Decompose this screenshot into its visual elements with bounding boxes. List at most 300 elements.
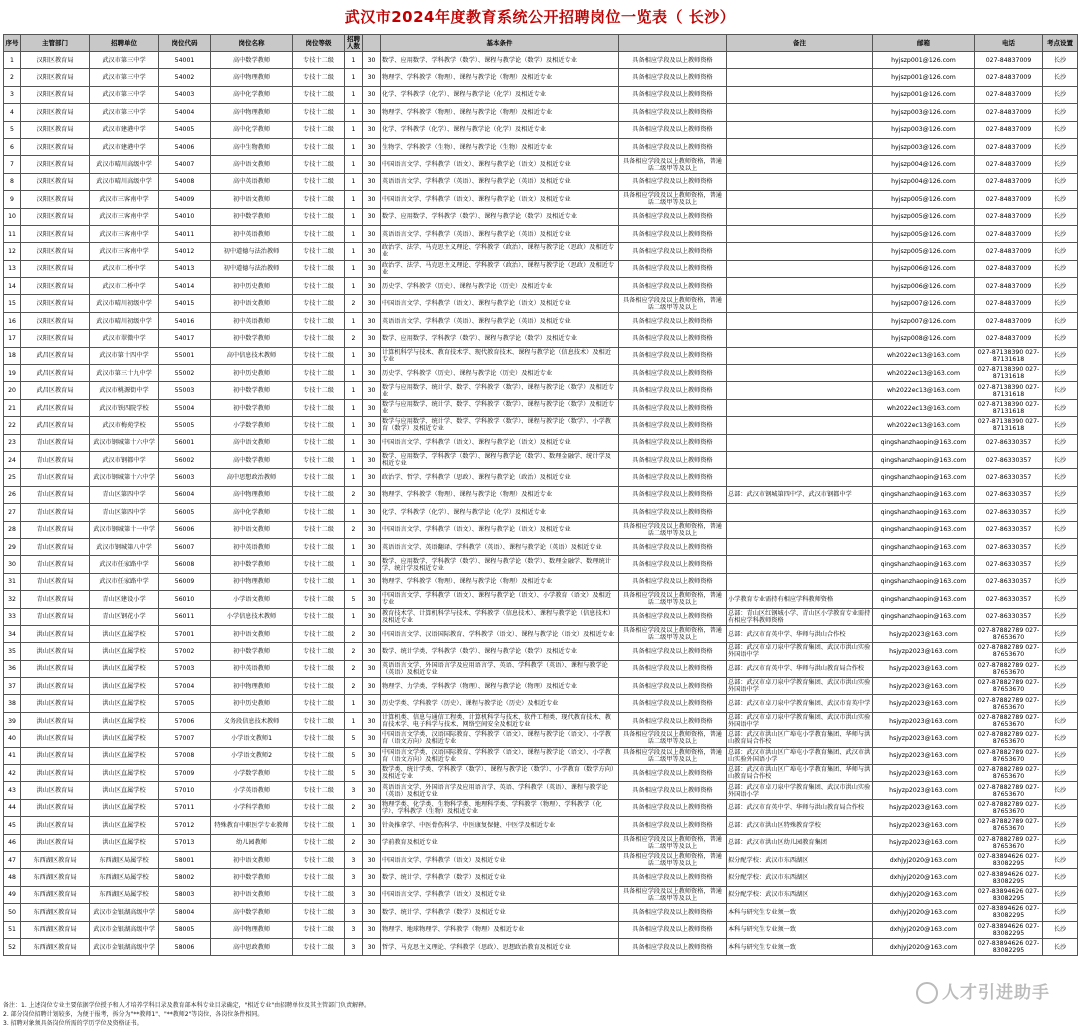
- col-header: 备注: [727, 35, 873, 52]
- cell-email: wh2022ec13@163.com: [873, 365, 975, 382]
- cell-age: 30: [363, 834, 381, 851]
- cell-site: 长沙: [1043, 243, 1078, 260]
- cell-site: 长沙: [1043, 295, 1078, 312]
- cell-seq: 15: [4, 295, 21, 312]
- cell-site: 长沙: [1043, 765, 1078, 782]
- cell-age: 30: [363, 86, 381, 103]
- cell-age: 30: [363, 434, 381, 451]
- table-row: [4, 869, 1078, 886]
- cell-unit: 武汉市桃源街中学: [90, 382, 159, 399]
- cell-level: 专技十二级: [293, 678, 345, 695]
- cell-level: 专技十二级: [293, 347, 345, 364]
- cell-age: 30: [363, 643, 381, 660]
- table-row: [4, 521, 1078, 538]
- cell-post: 初中语文教师: [211, 295, 293, 312]
- cell-level: 专技十二级: [293, 243, 345, 260]
- cell-code: 54008: [159, 173, 211, 190]
- cell-age: 30: [363, 712, 381, 729]
- col-header: 邮箱: [873, 35, 975, 52]
- cell-age: 30: [363, 365, 381, 382]
- table-row: [4, 191, 1078, 208]
- cell-site: 长沙: [1043, 399, 1078, 416]
- cell-note: 小学教育专业需持有相应学科教师资格: [727, 591, 873, 608]
- cell-dept: 汉阳区教育局: [21, 295, 90, 312]
- table-row: [4, 643, 1078, 660]
- cell-post: 初中数学教师: [211, 382, 293, 399]
- table-row: [4, 330, 1078, 347]
- cell-age: 30: [363, 330, 381, 347]
- cell-note: [727, 451, 873, 468]
- col-header: 招聘人数: [345, 35, 363, 52]
- cell-unit: 洪山区直属学校: [90, 730, 159, 747]
- cell-note: 总部：武汉市育英中学、华师与洪山教育局合作校: [727, 660, 873, 677]
- cell-cert: 具备相应学段及以上教师资格: [619, 782, 727, 799]
- cell-site: 长沙: [1043, 591, 1078, 608]
- cell-email: qingshanzhaopin@163.com: [873, 556, 975, 573]
- cell-site: 长沙: [1043, 382, 1078, 399]
- cell-num: 1: [345, 434, 363, 451]
- watermark: [916, 978, 1050, 1004]
- cell-age: 30: [363, 260, 381, 277]
- cell-site: 长沙: [1043, 208, 1078, 225]
- cell-code: 54002: [159, 69, 211, 86]
- cell-seq: 27: [4, 504, 21, 521]
- footer-note: 备注：1. 上述岗位专业主要依据学位授予和人才培养学科目录及教育部本科专业目录确定，"相近专业"由招聘单位及其主管部门负责解释。: [3, 1002, 371, 1009]
- table-row: [4, 730, 1078, 747]
- cell-age: 30: [363, 417, 381, 434]
- cell-code: 57008: [159, 747, 211, 764]
- cell-phone: 027-83894626 027-83082295: [975, 938, 1043, 955]
- cell-level: 专技十二级: [293, 173, 345, 190]
- cell-level: 专技十二级: [293, 712, 345, 729]
- table-row: [4, 573, 1078, 590]
- cell-num: 1: [345, 312, 363, 329]
- table-row: [4, 225, 1078, 242]
- cell-post: 高中生物教师: [211, 138, 293, 155]
- cell-site: 长沙: [1043, 695, 1078, 712]
- cell-code: 58004: [159, 904, 211, 921]
- cell-cert: 具备相应学段及以上教师资格: [619, 138, 727, 155]
- cell-phone: 027-86330357: [975, 608, 1043, 625]
- cell-email: hyjszp007@126.com: [873, 295, 975, 312]
- cell-phone: 027-84837009: [975, 312, 1043, 329]
- cell-age: 30: [363, 695, 381, 712]
- cell-post: 初中物理教师: [211, 573, 293, 590]
- cell-basic: 英语语言文学、外国语言学及应用语言学、英语、学科教学（英语）、课程与教学论（英语）及相近专业: [381, 660, 619, 677]
- cell-num: 2: [345, 660, 363, 677]
- cell-cert: 具备相应学段及以上教师资格: [619, 104, 727, 121]
- cell-cert: 具备相应学段及以上教师资格，普通话二级甲等及以上: [619, 834, 727, 851]
- cell-email: hyjszp005@126.com: [873, 225, 975, 242]
- wechat-icon: [916, 982, 938, 1004]
- cell-code: 54010: [159, 208, 211, 225]
- cell-cert: 具备相应学段及以上教师资格: [619, 417, 727, 434]
- cell-num: 1: [345, 52, 363, 69]
- cell-unit: 武汉市钢都中学: [90, 451, 159, 468]
- col-header: 岗位等级: [293, 35, 345, 52]
- cell-basic: 针灸推拿学、中医骨伤科学、中医康复保健、中医学及相近专业: [381, 817, 619, 834]
- cell-email: wh2022ec13@163.com: [873, 347, 975, 364]
- table-row: [4, 469, 1078, 486]
- cell-phone: 027-84837009: [975, 69, 1043, 86]
- cell-phone: 027-84837009: [975, 243, 1043, 260]
- cell-code: 57006: [159, 712, 211, 729]
- cell-dept: 洪山区教育局: [21, 730, 90, 747]
- cell-age: 30: [363, 851, 381, 868]
- cell-email: hsjyzp2023@163.com: [873, 695, 975, 712]
- cell-note: 总部：武汉市育英中学、华师与洪山合作校: [727, 625, 873, 642]
- cell-num: 1: [345, 191, 363, 208]
- cell-unit: 洪山区直属学校: [90, 747, 159, 764]
- cell-email: qingshanzhaopin@163.com: [873, 538, 975, 555]
- cell-unit: 武汉市二桥中学: [90, 278, 159, 295]
- cell-cert: 具备相应学段及以上教师资格: [619, 243, 727, 260]
- cell-seq: 33: [4, 608, 21, 625]
- cell-seq: 36: [4, 660, 21, 677]
- cell-phone: 027-86330357: [975, 504, 1043, 521]
- cell-dept: 汉阳区教育局: [21, 243, 90, 260]
- cell-level: 专技十二级: [293, 747, 345, 764]
- table-body: [4, 52, 1078, 956]
- cell-note: 本科与研究生专业须一致: [727, 904, 873, 921]
- cell-age: 30: [363, 625, 381, 642]
- cell-unit: 青山区建设小学: [90, 591, 159, 608]
- cell-dept: 青山区教育局: [21, 486, 90, 503]
- cell-num: 1: [345, 104, 363, 121]
- cell-basic: 数学、应用数学、学科教学（数学）、课程与教学论（数学）及相近专业: [381, 208, 619, 225]
- cell-basic: 生物学、学科教学（生物）、课程与教学论（生物）及相近专业: [381, 138, 619, 155]
- cell-post: 小学科学教师: [211, 799, 293, 816]
- table-row: [4, 921, 1078, 938]
- cell-dept: 洪山区教育局: [21, 660, 90, 677]
- cell-code: 57010: [159, 782, 211, 799]
- cell-dept: 洪山区教育局: [21, 695, 90, 712]
- cell-num: 1: [345, 173, 363, 190]
- cell-code: 54004: [159, 104, 211, 121]
- cell-seq: 47: [4, 851, 21, 868]
- cell-dept: 汉阳区教育局: [21, 260, 90, 277]
- cell-cert: 具备相应学段及以上教师资格: [619, 382, 727, 399]
- cell-email: dxhjyj2020@163.com: [873, 886, 975, 903]
- cell-phone: 027-87882789 027-87653670: [975, 730, 1043, 747]
- cell-age: 30: [363, 921, 381, 938]
- watermark-text: 人才引进助手: [942, 983, 1050, 1003]
- cell-post: 初中数学教师: [211, 208, 293, 225]
- cell-basic: 数学、统计学类、学科教学（数学）、课程与教学论（数学）及相近专业: [381, 643, 619, 660]
- cell-basic: 中国语言文学、汉语国际教育、学科教学（语文）、课程与教学论（语文）及相近专业: [381, 625, 619, 642]
- cell-seq: 16: [4, 312, 21, 329]
- cell-unit: 洪山区直属学校: [90, 660, 159, 677]
- cell-post: 义务段信息技术教师: [211, 712, 293, 729]
- cell-cert: 具备相应学段及以上教师资格: [619, 573, 727, 590]
- cell-seq: 1: [4, 52, 21, 69]
- cell-code: 56007: [159, 538, 211, 555]
- cell-code: 54001: [159, 52, 211, 69]
- cell-email: hyjszp003@126.com: [873, 104, 975, 121]
- col-header: 序号: [4, 35, 21, 52]
- cell-site: 长沙: [1043, 625, 1078, 642]
- cell-seq: 30: [4, 556, 21, 573]
- cell-phone: 027-87882789 027-87653670: [975, 643, 1043, 660]
- cell-level: 专技十二级: [293, 225, 345, 242]
- cell-email: qingshanzhaopin@163.com: [873, 521, 975, 538]
- cell-unit: 洪山区直属学校: [90, 817, 159, 834]
- cell-code: 58002: [159, 869, 211, 886]
- cell-basic: 英语语言文学、学科教学（英语）、课程与教学论（英语）及相近专业: [381, 312, 619, 329]
- cell-basic: 物理学、力学类、学科教学（物理）、课程与教学论（物理）及相近专业: [381, 678, 619, 695]
- cell-post: 小学语文教师2: [211, 747, 293, 764]
- cell-cert: 具备相应学段及以上教师资格: [619, 695, 727, 712]
- cell-dept: 洪山区教育局: [21, 747, 90, 764]
- cell-basic: 计算机科学与技术、教育技术学、现代教育技术、课程与教学论（信息技术）及相近专业: [381, 347, 619, 364]
- cell-note: [727, 556, 873, 573]
- cell-phone: 027-84837009: [975, 208, 1043, 225]
- cell-basic: 历史学、学科教学（历史）、课程与教学论（历史）及相近专业: [381, 278, 619, 295]
- cell-cert: 具备相应学段及以上教师资格: [619, 643, 727, 660]
- cell-post: 初中数学教师: [211, 399, 293, 416]
- cell-level: 专技十二级: [293, 260, 345, 277]
- cell-note: 拟分配学校：武汉市东西湖区: [727, 869, 873, 886]
- cell-level: 专技十二级: [293, 104, 345, 121]
- table-row: [4, 295, 1078, 312]
- cell-age: 30: [363, 451, 381, 468]
- cell-post: 初中道德与法治教师: [211, 260, 293, 277]
- cell-num: 1: [345, 260, 363, 277]
- table-row: [4, 851, 1078, 868]
- table-row: [4, 243, 1078, 260]
- cell-cert: 具备相应学段及以上教师资格: [619, 434, 727, 451]
- cell-age: 30: [363, 382, 381, 399]
- cell-age: 30: [363, 573, 381, 590]
- cell-unit: 武汉市三客南中学: [90, 208, 159, 225]
- cell-code: 58006: [159, 938, 211, 955]
- table-row: [4, 365, 1078, 382]
- cell-age: 30: [363, 660, 381, 677]
- cell-dept: 青山区教育局: [21, 608, 90, 625]
- cell-unit: 洪山区直属学校: [90, 625, 159, 642]
- cell-level: 专技十二级: [293, 365, 345, 382]
- col-header: [363, 35, 381, 52]
- cell-cert: 具备相应学段及以上教师资格，普通话二级甲等及以上: [619, 851, 727, 868]
- cell-unit: 青山区第四中学: [90, 486, 159, 503]
- cell-note: 拟分配学校：武汉市东西湖区: [727, 886, 873, 903]
- cell-num: 2: [345, 799, 363, 816]
- cell-site: 长沙: [1043, 469, 1078, 486]
- cell-note: [727, 260, 873, 277]
- cell-age: 30: [363, 469, 381, 486]
- cell-unit: 武汉市第三中学: [90, 86, 159, 103]
- cell-num: 1: [345, 451, 363, 468]
- table-row: [4, 347, 1078, 364]
- cell-phone: 027-84837009: [975, 278, 1043, 295]
- cell-seq: 4: [4, 104, 21, 121]
- table-row: [4, 608, 1078, 625]
- cell-seq: 2: [4, 69, 21, 86]
- cell-phone: 027-84837009: [975, 225, 1043, 242]
- cell-basic: 政治学、哲学、学科教学（思政）、课程与教学论（政治）及相近专业: [381, 469, 619, 486]
- cell-phone: 027-86330357: [975, 521, 1043, 538]
- cell-cert: 具备相应学段及以上教师资格: [619, 469, 727, 486]
- cell-num: 1: [345, 365, 363, 382]
- cell-note: [727, 312, 873, 329]
- cell-cert: 具备相应学段及以上教师资格: [619, 938, 727, 955]
- cell-email: hsjyzp2023@163.com: [873, 817, 975, 834]
- cell-basic: 数学与应用数学、统计学、数学、学科教学（数学）、课程与教学论（数学）及相近专业: [381, 399, 619, 416]
- table-row: [4, 417, 1078, 434]
- cell-num: 1: [345, 556, 363, 573]
- cell-seq: 23: [4, 434, 21, 451]
- cell-dept: 武昌区教育局: [21, 347, 90, 364]
- cell-site: 长沙: [1043, 869, 1078, 886]
- cell-cert: 具备相应学段及以上教师资格: [619, 921, 727, 938]
- cell-level: 专技十二级: [293, 86, 345, 103]
- cell-email: dxhjyj2020@163.com: [873, 869, 975, 886]
- cell-num: 1: [345, 225, 363, 242]
- cell-unit: 洪山区直属学校: [90, 678, 159, 695]
- cell-site: 长沙: [1043, 260, 1078, 277]
- cell-code: 57009: [159, 765, 211, 782]
- cell-phone: 027-87138390 027-87131618: [975, 417, 1043, 434]
- cell-post: 高中化学教师: [211, 86, 293, 103]
- table-row: [4, 660, 1078, 677]
- cell-seq: 7: [4, 156, 21, 173]
- cell-note: [727, 538, 873, 555]
- cell-seq: 37: [4, 678, 21, 695]
- cell-num: 1: [345, 712, 363, 729]
- cell-note: [727, 365, 873, 382]
- cell-age: 30: [363, 765, 381, 782]
- cell-email: hsjyzp2023@163.com: [873, 712, 975, 729]
- cell-note: [727, 521, 873, 538]
- table-row: [4, 104, 1078, 121]
- footer-note: 3. 招聘对象须具备岗位所需的学历学位及资格证书。: [3, 1020, 143, 1027]
- cell-level: 专技十二级: [293, 278, 345, 295]
- cell-dept: 汉阳区教育局: [21, 278, 90, 295]
- cell-dept: 青山区教育局: [21, 521, 90, 538]
- cell-note: [727, 417, 873, 434]
- cell-site: 长沙: [1043, 156, 1078, 173]
- cell-cert: 具备相应学段及以上教师资格: [619, 504, 727, 521]
- cell-phone: 027-87882789 027-87653670: [975, 834, 1043, 851]
- cell-email: qingshanzhaopin@163.com: [873, 451, 975, 468]
- cell-seq: 18: [4, 347, 21, 364]
- cell-post: 高中信息技术教师: [211, 347, 293, 364]
- cell-cert: 具备相应学段及以上教师资格，普通话二级甲等及以上: [619, 747, 727, 764]
- cell-site: 长沙: [1043, 104, 1078, 121]
- cell-unit: 武汉市建港中学: [90, 138, 159, 155]
- cell-cert: 具备相应学段及以上教师资格: [619, 451, 727, 468]
- cell-basic: 物理学、学科教学（物理）、课程与教学论（物理）及相近专业: [381, 573, 619, 590]
- cell-note: [727, 434, 873, 451]
- cell-age: 30: [363, 399, 381, 416]
- cell-email: hsjyzp2023@163.com: [873, 625, 975, 642]
- cell-unit: 武汉市二桥中学: [90, 260, 159, 277]
- cell-note: [727, 121, 873, 138]
- cell-site: 长沙: [1043, 434, 1078, 451]
- cell-post: 高中物理教师: [211, 921, 293, 938]
- cell-post: 初中数学教师: [211, 330, 293, 347]
- cell-note: [727, 243, 873, 260]
- cell-note: [727, 156, 873, 173]
- cell-dept: 东西湖区教育局: [21, 851, 90, 868]
- cell-num: 1: [345, 138, 363, 155]
- cell-level: 专技十二级: [293, 799, 345, 816]
- cell-email: hsjyzp2023@163.com: [873, 782, 975, 799]
- cell-site: 长沙: [1043, 121, 1078, 138]
- cell-dept: 东西湖区教育局: [21, 886, 90, 903]
- cell-note: [727, 208, 873, 225]
- cell-phone: 027-84837009: [975, 295, 1043, 312]
- cell-cert: 具备相应学段及以上教师资格: [619, 69, 727, 86]
- cell-note: 总部：武汉市洪山区特殊教育学校: [727, 817, 873, 834]
- cell-level: 专技十二级: [293, 834, 345, 851]
- cell-note: 总部：武汉市洪山区广埠屯小学教育集团、武汉市洪山实验外国语小学: [727, 747, 873, 764]
- cell-unit: 武汉市晴川高级中学: [90, 173, 159, 190]
- cell-num: 1: [345, 399, 363, 416]
- cell-age: 30: [363, 678, 381, 695]
- cell-site: 长沙: [1043, 191, 1078, 208]
- cell-unit: 武汉市任家路中学: [90, 573, 159, 590]
- cell-post: 小学数学教师: [211, 417, 293, 434]
- cell-phone: 027-86330357: [975, 469, 1043, 486]
- cell-seq: 45: [4, 817, 21, 834]
- table-row: [4, 451, 1078, 468]
- table-row: [4, 904, 1078, 921]
- cell-phone: 027-86330357: [975, 451, 1043, 468]
- col-header: 岗位名称: [211, 35, 293, 52]
- cell-post: 小学数学教师: [211, 765, 293, 782]
- cell-basic: 政治学、法学、马克思主义理论、学科教学（政治）、课程与教学论（思政）及相近专业: [381, 243, 619, 260]
- cell-dept: 汉阳区教育局: [21, 330, 90, 347]
- cell-level: 专技十二级: [293, 399, 345, 416]
- table-row: [4, 817, 1078, 834]
- cell-note: [727, 138, 873, 155]
- cell-basic: 历史学类、学科教学（历史）、课程与教学论（历史）及相近专业: [381, 695, 619, 712]
- cell-cert: 具备相应学段及以上教师资格: [619, 765, 727, 782]
- cell-code: 57005: [159, 695, 211, 712]
- cell-unit: 武汉市第三中学: [90, 52, 159, 69]
- cell-dept: 汉阳区教育局: [21, 208, 90, 225]
- cell-code: 58001: [159, 851, 211, 868]
- cell-seq: 46: [4, 834, 21, 851]
- cell-email: qingshanzhaopin@163.com: [873, 608, 975, 625]
- cell-post: 小学语文教师1: [211, 730, 293, 747]
- cell-post: 高中英语教师: [211, 173, 293, 190]
- cell-phone: 027-86330357: [975, 486, 1043, 503]
- cell-note: [727, 330, 873, 347]
- cell-age: 30: [363, 817, 381, 834]
- cell-note: 总部：武汉市育英中学、华师与洪山教育局合作校: [727, 799, 873, 816]
- cell-post: 高中思想政治教师: [211, 469, 293, 486]
- cell-unit: 武汉市晴川高级中学: [90, 156, 159, 173]
- cell-num: 5: [345, 765, 363, 782]
- cell-site: 长沙: [1043, 938, 1078, 955]
- cell-unit: 武汉市金银湖高级中学: [90, 938, 159, 955]
- cell-cert: 具备相应学段及以上教师资格: [619, 365, 727, 382]
- cell-dept: 青山区教育局: [21, 573, 90, 590]
- table-row: [4, 747, 1078, 764]
- cell-unit: 青山区第四中学: [90, 504, 159, 521]
- cell-code: 57013: [159, 834, 211, 851]
- cell-basic: 学前教育及相近专业: [381, 834, 619, 851]
- cell-phone: 027-84837009: [975, 173, 1043, 190]
- table-row: [4, 138, 1078, 155]
- cell-site: 长沙: [1043, 643, 1078, 660]
- cell-level: 专技十二级: [293, 660, 345, 677]
- cell-note: 本科与研究生专业须一致: [727, 921, 873, 938]
- cell-unit: 武汉市建港中学: [90, 121, 159, 138]
- cell-unit: 青山区钢花小学: [90, 608, 159, 625]
